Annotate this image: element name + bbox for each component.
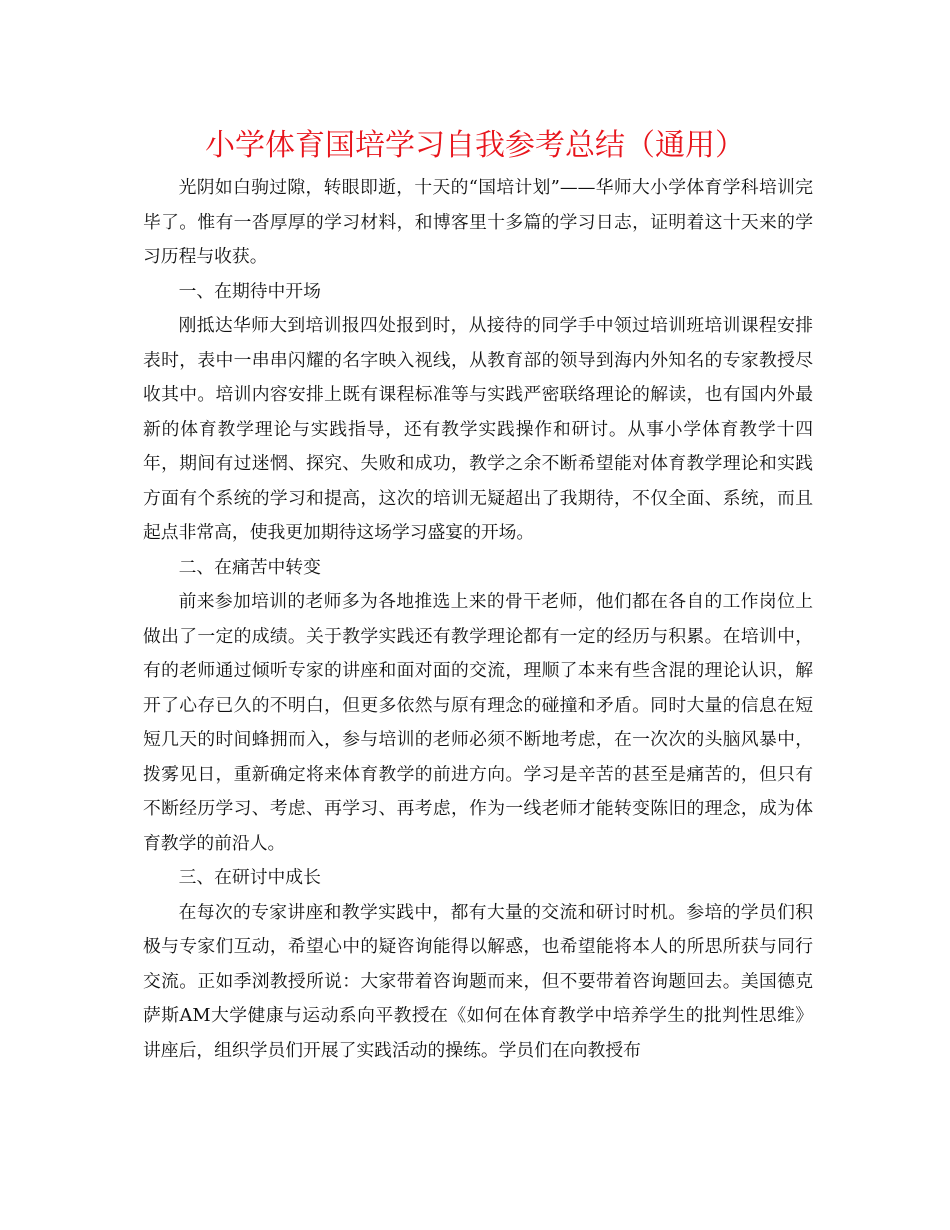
document-title: 小学体育国培学习自我参考总结（通用） (205, 128, 745, 163)
paragraph-section-3: 在每次的专家讲座和教学实践中，都有大量的交流和研讨时机。参培的学员们积极与专家们互动，希望心中的疑咨询能得以解惑，也希望能将本人的所思所获与同行交流。正如季浏教授所说：大家带着咨询题而来，但不要带着咨询题回去。美国德克萨斯AM大学健康与运动系向平教授在《如何在体育教学中培养学生的批判性思维》讲座后，组织学员们开展了实践活动的操练。学员们在向教授布 (143, 901, 813, 1061)
section-heading-1: 一、在期待中开场 (178, 280, 321, 302)
document-body (143, 171, 813, 1068)
paragraph-intro: 光阴如白驹过隙，转眼即逝，十天的“国培计划”——华师大小学体育学科培训完毕了。惟有一沓厚厚的学习材料，和博客里十多篇的学习日志，证明着这十天来的学习历程与收获。 (143, 177, 813, 267)
paragraph-section-2: 前来参加培训的老师多为各地推选上来的骨干老师，他们都在各自的工作岗位上做出了一定的成绩。关于教学实践还有教学理论都有一定的经历与积累。在培训中，有的老师通过倾听专家的讲座和面对面的交流，理顺了本来有些含混的理论认识，解开了心存已久的不明白，但更多依然与原有理念的碰撞和矛盾。同时大量的信息在短短几天的时间蜂拥而入，参与培训的老师必须不断地考虑，在一次次的头脑风暴中，拨雾见日，重新确定将来体育教学的前进方向。学习是辛苦的甚至是痛苦的，但只有不断经历学习、考虑、再学习、再考虑，作为一线老师才能转变陈旧的理念，成为体育教学的前沿人。 (143, 591, 813, 854)
section-heading-3: 三、在研讨中成长 (178, 867, 321, 888)
section-heading-2: 二、在痛苦中转变 (178, 556, 321, 578)
paragraph-section-1: 刚抵达华师大到培训报四处报到时，从接待的同学手中领过培训班培训课程安排表时，表中一串串闪耀的名字映入视线，从教育部的领导到海内外知名的专家教授尽收其中。培训内容安排上既有课程标准等与实践严密联络理论的解读，也有国内外最新的体育教学理论与实践指导，还有教学实践操作和研讨。从事小学体育教学十四年，期间有过迷惘、探究、失败和成功，教学之余不断希望能对体育教学理论和实践方面有个系统的学习和提高，这次的培训无疑超出了我期待，不仅全面、系统，而且起点非常高，使我更加期待这场学习盛宴的开场。 (143, 315, 813, 543)
